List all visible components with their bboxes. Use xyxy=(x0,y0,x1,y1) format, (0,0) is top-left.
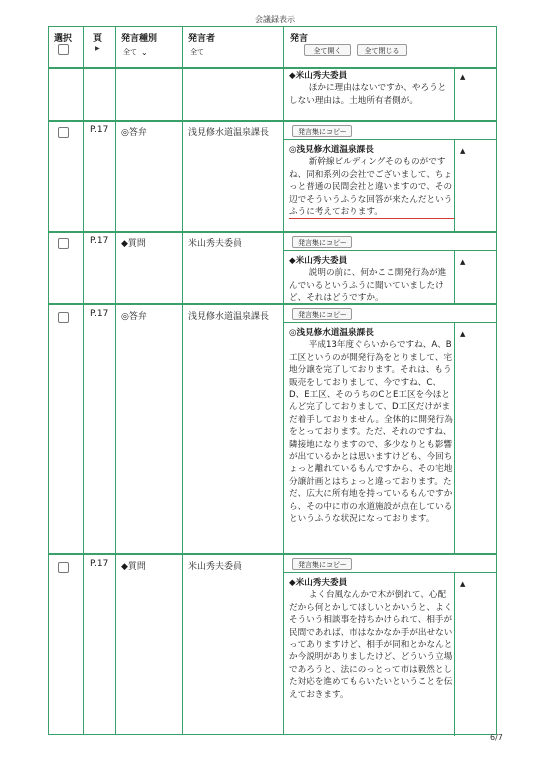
row-type: ◆質問 xyxy=(121,239,146,249)
row-page: P.17 xyxy=(90,236,109,246)
speech-body: 説明の前に、何かここ開発行為が進んでいるというふうに聞いていましたけど、それはどうですか。 xyxy=(289,268,447,304)
speech-speaker: ◆米山秀夫委員 xyxy=(289,578,348,588)
row-speaker: 浅見修水道温泉課長 xyxy=(188,312,270,322)
row-checkbox[interactable] xyxy=(58,238,69,249)
select-all-checkbox[interactable] xyxy=(58,44,69,55)
page-title: 会議録表示 xyxy=(255,15,295,24)
chevron-down-icon: ⌄ xyxy=(141,47,148,57)
row-checkbox[interactable] xyxy=(58,312,69,323)
speech-divider xyxy=(283,250,496,251)
speech-body: ほかに理由はないですか、やろうとしない理由は。土地所有者側が。 xyxy=(289,83,447,106)
row-speaker: 米山秀夫委員 xyxy=(188,239,243,249)
header-type: 発言種別 xyxy=(121,34,158,44)
col-divider xyxy=(115,27,116,734)
col-divider xyxy=(83,27,84,734)
header-select: 選択 xyxy=(54,34,73,44)
type-filter-select[interactable] xyxy=(123,47,148,57)
row-divider xyxy=(49,120,496,122)
row-speaker: 浅見修水道温泉課長 xyxy=(188,128,270,138)
speech-divider xyxy=(283,572,496,573)
collapse-triangle-icon[interactable]: ▲ xyxy=(460,580,466,588)
header-divider xyxy=(49,67,496,69)
collapse-triangle-icon[interactable]: ▲ xyxy=(460,73,466,81)
collapse-triangle-icon[interactable]: ▲ xyxy=(460,258,466,266)
row-checkbox[interactable] xyxy=(58,562,69,573)
speech-divider xyxy=(283,322,496,323)
speech-body: 平成13年度ぐらいからですね、A、B工区というのが開発行為をとりまして、宅地分譲を完了しております。それは、もう販売をしておりまして、今ですね、C、D、E工区、そのうちのCとE工区を今ほとんど完了しておりまして、D工区だけがまだ着手しておりません。全体的に開発行為をとっております。ただ、それのですね、隣接地になりますので、多少なりとも影響が出ているかとは思いますけども、今回ちょっと離れているもんですから、その宅地分譲計画とはちょっと違っております。ただ、広大に所有地を持っているもんですから、その中に市の水道施設が点在しているというふうな状況になっております。 xyxy=(289,340,453,525)
header-speaker: 発言者 xyxy=(188,34,216,44)
arrow-col-divider xyxy=(454,67,455,120)
speech-divider xyxy=(283,139,496,140)
speech-speaker: ◎浅見修水道温泉課長 xyxy=(289,328,374,338)
speech-text xyxy=(289,327,454,526)
row-divider xyxy=(49,231,496,233)
col-divider xyxy=(182,27,183,734)
speaker-filter-value: 全て xyxy=(190,48,204,56)
copy-to-collection-button[interactable]: 発言集にコピー xyxy=(292,308,352,320)
col-divider xyxy=(283,27,284,734)
header-speech: 発言 xyxy=(290,34,309,44)
row-page: P.17 xyxy=(90,559,109,569)
copy-to-collection-button[interactable]: 発言集にコピー xyxy=(292,236,352,248)
copy-to-collection-button[interactable]: 発言集にコピー xyxy=(292,558,352,570)
sort-play-icon[interactable]: ▶ xyxy=(95,45,100,52)
row-divider xyxy=(49,553,496,555)
speech-text xyxy=(289,577,454,701)
speech-text xyxy=(289,255,454,305)
speech-speaker: ◆米山秀夫委員 xyxy=(289,256,348,266)
arrow-col-divider xyxy=(454,322,455,553)
copy-to-collection-button[interactable]: 発言集にコピー xyxy=(292,125,352,137)
row-type: ◎答弁 xyxy=(121,128,147,138)
speech-body: よく台風なんかで木が倒れて、心配だから何とかしてほしいとかいうと、よくそういう相談事を持ちかけられて、相手が民間であれば、市はなかなか手が出せないってありますけど、相手が同和とかなんとか今説明がありましたけど、どういう立場であろうと、法にのっとって市は毅然とした対応を進めてもらいたいということを伝えておきます。 xyxy=(289,590,453,700)
page-number: 6/7 xyxy=(490,733,503,742)
speech-speaker: ◎浅見修水道温泉課長 xyxy=(289,145,374,155)
row-type: ◎答弁 xyxy=(121,312,147,322)
collapse-triangle-icon[interactable]: ▲ xyxy=(460,330,466,338)
expand-all-button[interactable]: 全て開く xyxy=(304,44,351,56)
collapse-triangle-icon[interactable]: ▲ xyxy=(460,147,466,155)
header-page: 頁 xyxy=(93,34,103,44)
arrow-col-divider xyxy=(454,250,455,303)
speech-text xyxy=(289,70,454,107)
row-page: P.17 xyxy=(90,309,109,319)
speaker-filter-select[interactable] xyxy=(190,47,204,57)
arrow-col-divider xyxy=(454,572,455,736)
collapse-all-button[interactable]: 全て閉じる xyxy=(357,44,407,56)
row-page: P.17 xyxy=(90,125,109,135)
speech-text xyxy=(289,144,454,219)
row-speaker: 米山秀夫委員 xyxy=(188,562,243,572)
row-checkbox[interactable] xyxy=(58,127,69,138)
speech-body: 新幹線ビルディングそのものがですね、同和系列の会社でございまして、ちょっと普通の民間会社と違いますので、その辺でそういうふうな回答が来たんだというふうに考えております。 xyxy=(289,156,454,219)
speech-speaker: ◆米山秀夫委員 xyxy=(289,71,348,81)
minutes-table xyxy=(48,26,497,735)
arrow-col-divider xyxy=(454,139,455,231)
type-filter-value: 全て xyxy=(123,48,137,56)
row-type: ◆質問 xyxy=(121,562,146,572)
